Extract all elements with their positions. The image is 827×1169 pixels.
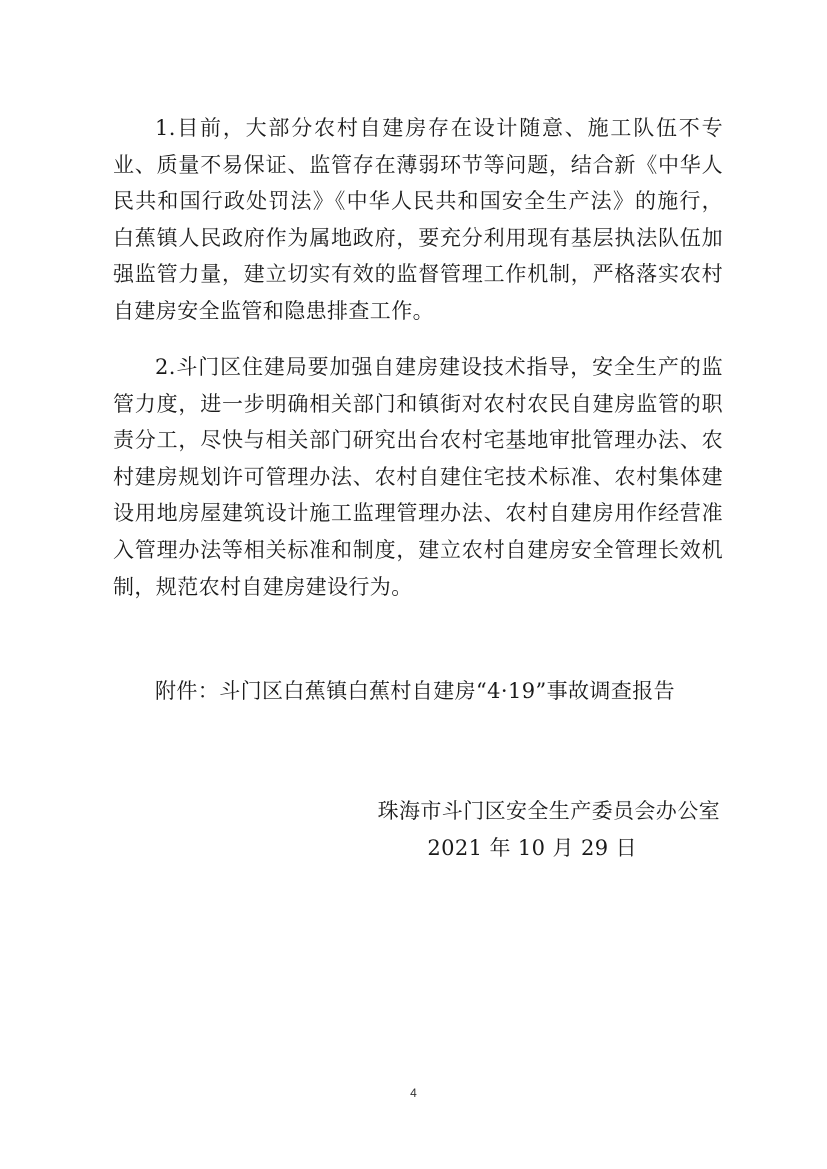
signature-organization: 珠海市斗门区安全生产委员会办公室 (377, 799, 720, 823)
signature-date: 2021 年 10 月 29 日 (427, 836, 637, 860)
attachment-line (155, 672, 725, 710)
paragraph-2: 2.斗门区住建局要加强自建房建设技术指导，安全生产的监管力度，进一步明确相关部门和镇街对农村农民自建房监管的职责分工，尽快与相关部门研究出台农村宅基地审批管理办法、农村建房规划许可管理办法、农村自建住宅技术标准、农村集体建设用地房屋建筑设计施工监理管理办法、农村自建房用作经营准入管理办法等相关标准和制度，建立农村自建房安全管理长效机制，规范农村自建房建设行为。 (113, 355, 723, 599)
attachment-label: 附件： (155, 679, 220, 703)
attachment-title: 斗门区白蕉镇白蕉村自建房“4·19”事故调查报告 (219, 679, 676, 703)
page-number: 4 (410, 1086, 417, 1100)
paragraph-1: 1.目前，大部分农村自建房存在设计随意、施工队伍不专业、质量不易保证、监管存在薄弱环节等问题，结合新《中华人民共和国行政处罚法》《中华人民共和国安全生产法》的施行，白蕉镇人民政府作为属地政府，要充分利用现有基层执法队伍加强监管力量，建立切实有效的监督管理工作机制，严格落实农村自建房安全监管和隐患排查工作。 (113, 116, 723, 323)
